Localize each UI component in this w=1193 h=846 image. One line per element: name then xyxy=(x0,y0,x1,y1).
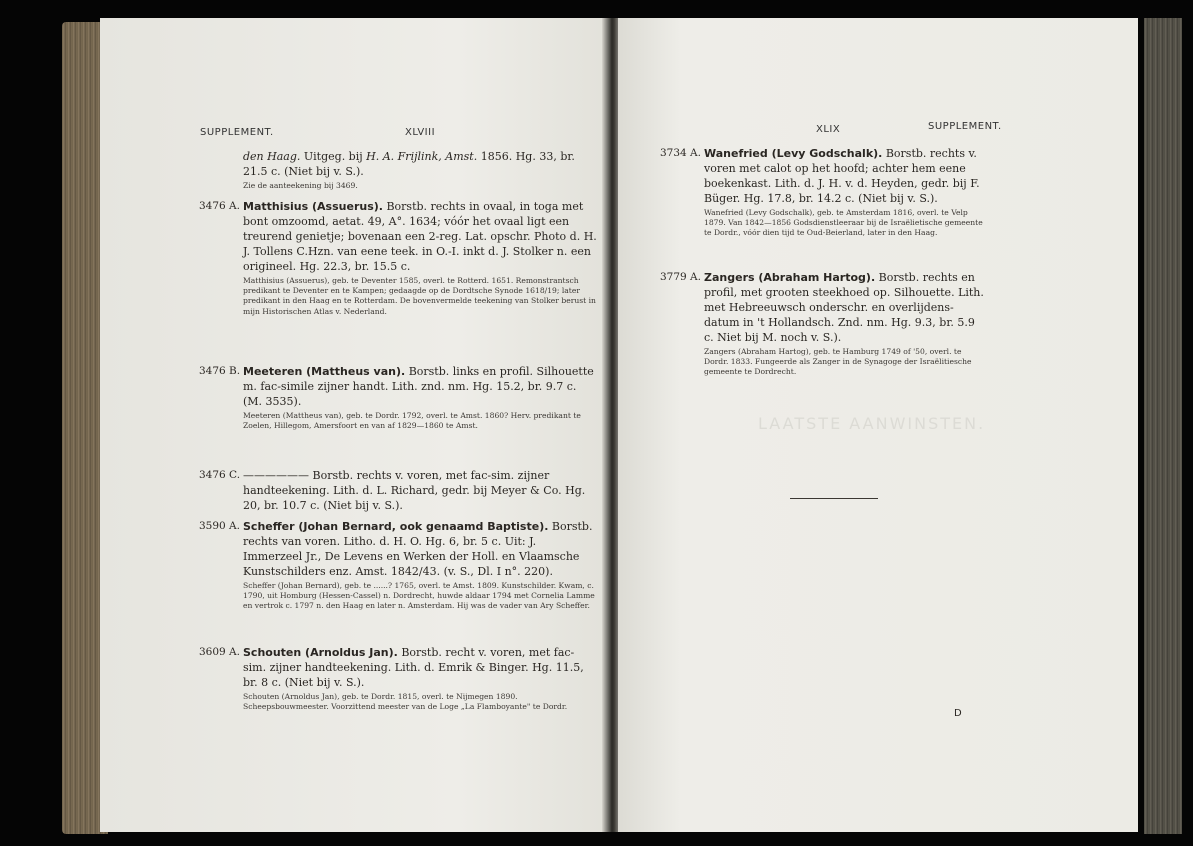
entry-text xyxy=(243,364,597,409)
entry-3476c xyxy=(199,468,597,513)
show-through-text: LAATSTE AANWINSTEN. xyxy=(758,414,986,433)
entry-body: Borstb. links en profil. Silhouette m. fac-simile zijner handt. Lith. znd. nm. Hg. 15.2, br. 9.7 c. (M. 3535). xyxy=(243,365,594,408)
continuation-details: 1856. Hg. 33, br. 21.5 c. (Niet bij v. S.). xyxy=(243,150,575,178)
left-running-head-section: SUPPLEMENT. xyxy=(200,127,274,138)
entry-number: 3476 B. xyxy=(199,365,241,377)
right-page xyxy=(618,18,1138,832)
entry-text xyxy=(243,645,597,690)
continuation-publisher-label: Uitgeg. bij xyxy=(303,150,363,163)
entry-3779a xyxy=(660,270,984,378)
left-page-number: XLVIII xyxy=(405,127,436,138)
book-spread xyxy=(62,14,1182,840)
entry-note: Matthisius (Assuerus), geb. te Deventer 1585, overl. te Rotterd. 1651. Remonstrantsch predikant te Deventer en te Kampen; gedaagde op de Dordtsche Synode 1618/19; later predikant in den Haag en te Rotterdam. De bovenvermelde teekening van Stolker berust in mijn Historischen Atlas v. Nederland. xyxy=(243,276,596,316)
entry-3609a xyxy=(199,645,597,712)
entry-note: Scheffer (Johan Bernard), geb. te ......? 1765, overl. te Amst. 1809. Kunstschilder. Kwam, c. 1790, uit Homburg (Hessen-Cassel) n. Dordrecht, huwde aldaar 1794 met Cornelia Lamme en vertrok c. 1797 n. den Haag en later n. Amsterdam. Hij was de vader van Ary Scheffer. xyxy=(243,581,595,611)
entry-name: Schouten (Arnoldus Jan). xyxy=(243,646,398,659)
entry-body: Borstb. rechts v. voren met calot op het hoofd; achter hem eene boekenkast. Lith. d. J. H. v. d. Heyden, gedr. bij F. Büger. Hg. 17.8, br. 14.2 c. (Niet bij v. S.). xyxy=(704,147,980,205)
entry-body: Borstb. rechts in ovaal, in toga met bont omzoomd, aetat. 49, A°. 1634; vóór het ovaal ligt een treurend genietje; bovenaan een 2-reg. Lat. opschr. Photo d. H. J. Tollens C.Hzn. van eene teek. in O.-I. inkt d. J. Stolker n. een origineel. Hg. 22.3, br. 15.5 c. xyxy=(243,200,597,273)
entry-continuation xyxy=(243,149,597,191)
entry-number: 3476 A. xyxy=(199,200,240,212)
entry-3476a xyxy=(199,199,597,317)
entry-text xyxy=(704,146,984,206)
continuation-publisher: H. A. Frijlink, Amst. xyxy=(366,150,478,163)
continuation-text xyxy=(243,149,597,179)
continuation-note: Zie de aanteekening bij 3469. xyxy=(243,181,358,190)
entry-text xyxy=(243,468,597,513)
entry-body: Borstb. recht v. voren, met fac-sim. zijner handteekening. Lith. d. Emrik & Binger. Hg. 11.5, br. 8 c. (Niet bij v. S.). xyxy=(243,646,584,689)
entry-body: Borstb. rechts en profil, met grooten steekhoed op. Silhouette. Lith. met Hebreeuwsch onderschr. en overlijdens-datum in 't Hollandsch. Znd. nm. Hg. 9.3, br. 5.9 c. Niet bij M. noch v. S.). xyxy=(704,271,984,344)
entry-number: 3476 C. xyxy=(199,469,241,481)
entry-text xyxy=(704,270,984,345)
entry-name: Zangers (Abraham Hartog). xyxy=(704,271,876,284)
entry-text xyxy=(243,199,597,274)
entry-name: Meeteren (Mattheus van). xyxy=(243,365,406,378)
entry-name: Matthisius (Assuerus). xyxy=(243,200,383,213)
entry-note: Wanefried (Levy Godschalk), geb. te Amsterdam 1816, overl. te Velp 1879. Van 1842—1856 Godsdienstleeraar bij de Israëlietische gemeente te Dordr., vóór dien tijd te Oud-Beierland, later in den Haag. xyxy=(704,208,983,238)
signature-mark: D xyxy=(954,708,962,719)
entry-name: Scheffer (Johan Bernard, ook genaamd Baptiste). xyxy=(243,520,549,533)
right-page-number: XLIX xyxy=(816,124,841,135)
entry-number: 3609 A. xyxy=(199,646,240,658)
entry-body: Borstb. rechts van voren. Litho. d. H. O. Hg. 6, br. 5 c. Uit: J. Immerzeel Jr., De Levens en Werken der Holl. en Vlaamsche Kunstschilders enz. Amst. 1842/43. (v. S., Dl. I n°. 220). xyxy=(243,520,593,578)
entry-note: Zangers (Abraham Hartog), geb. te Hamburg 1749 of '50, overl. te Dordr. 1833. Fungeerde als Zanger in de Synagoge der Israëlitiesche gemeente te Dordrecht. xyxy=(704,347,972,377)
end-rule xyxy=(790,498,878,499)
continuation-place: den Haag. xyxy=(243,150,301,163)
entry-number: 3590 A. xyxy=(199,520,240,532)
entry-note: Meeteren (Mattheus van), geb. te Dordr. 1792, overl. te Amst. 1860? Herv. predikant te Zoelen, Hillegom, Amersfoort en van af 1829—1860 te Amst. xyxy=(243,411,581,431)
page-edges-right xyxy=(1144,18,1182,834)
entry-text xyxy=(243,519,597,579)
entry-body: Borstb. rechts v. voren, met fac-sim. zijner handteekening. Lith. d. L. Richard, gedr. bij Meyer & Co. Hg. 20, br. 10.7 c. (Niet bij v. S.). xyxy=(243,469,586,512)
left-page xyxy=(100,18,612,832)
entry-3590a xyxy=(199,519,597,612)
entry-3734a xyxy=(660,146,984,239)
right-running-head-section: SUPPLEMENT. xyxy=(928,121,1002,132)
entry-name: —————— xyxy=(243,469,309,482)
entry-note: Schouten (Arnoldus Jan), geb. te Dordr. 1815, overl. te Nijmegen 1890. Scheepsbouwmeester. Voorzittend meester van de Loge „La Flamboyante" te Dordr. xyxy=(243,692,568,712)
entry-number: 3779 A. xyxy=(660,271,701,283)
entry-3476b xyxy=(199,364,597,431)
entry-number: 3734 A. xyxy=(660,147,701,159)
entry-name: Wanefried (Levy Godschalk). xyxy=(704,147,883,160)
